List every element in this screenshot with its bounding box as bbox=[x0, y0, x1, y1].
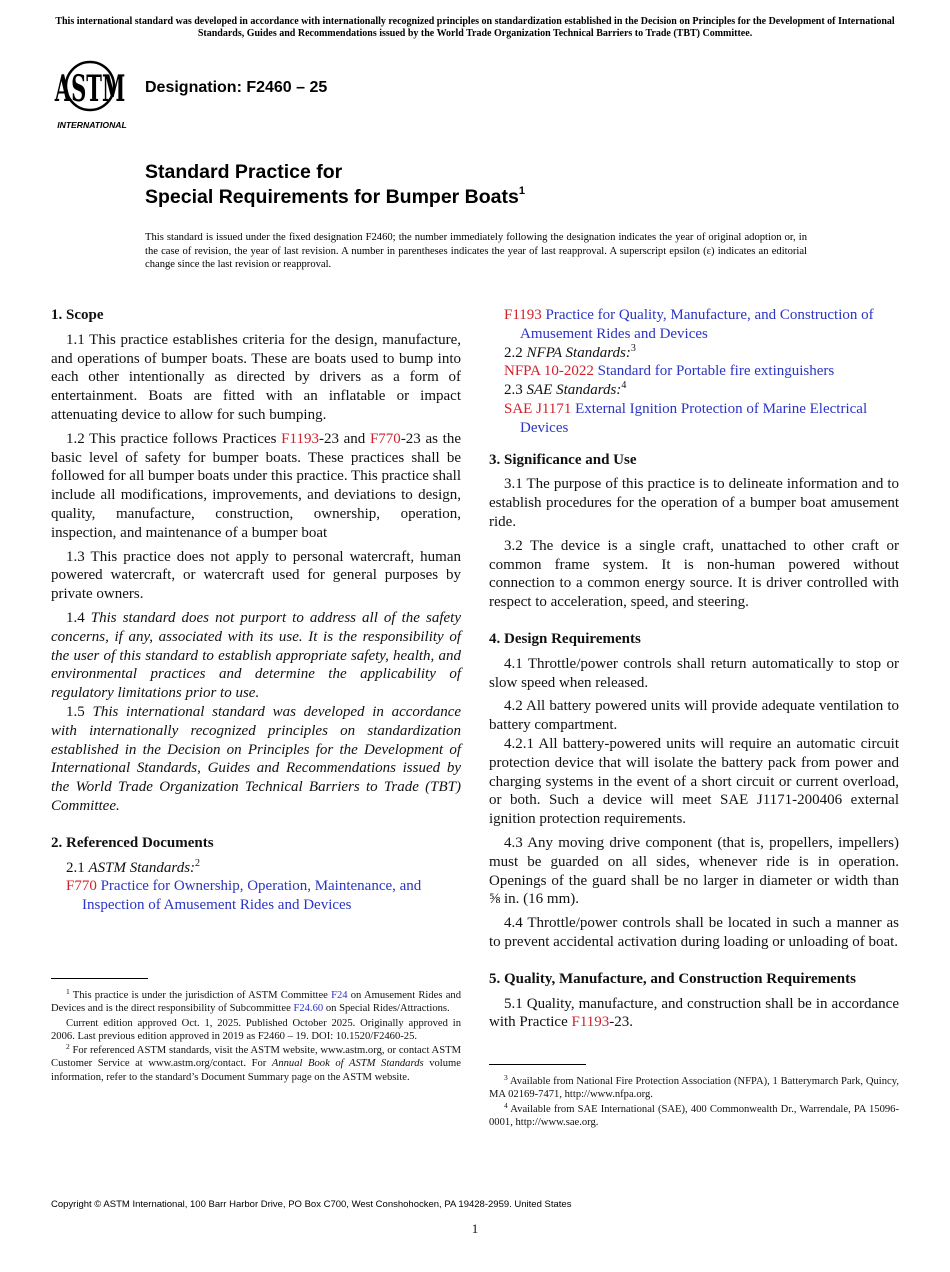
footnote-4-text: Available from SAE International (SAE), 400 Commonwealth Dr., Warrendale, PA 15096-0001, http://www.sae.org. bbox=[489, 1103, 899, 1128]
para-5-1-text-a: 5.1 Quality, manufacture, and construction shall be in accordance with Practice bbox=[489, 995, 899, 1031]
para-2-3-footnote-mark: 4 bbox=[621, 380, 627, 392]
para-1-4 bbox=[51, 609, 461, 703]
para-1-2-text-a: 1.2 This practice follows Practices bbox=[66, 430, 282, 447]
footnote-1-text-c: on Special Rides/Attractions. bbox=[323, 1003, 450, 1015]
ref-f770-title[interactable]: Practice for Ownership, Operation, Maintenance, and Inspection of Amusement Rides and Devices bbox=[82, 878, 422, 914]
footnote-3-mark: 3 bbox=[504, 1073, 508, 1082]
quality-heading: 5. Quality, Manufacture, and Construction Requirements bbox=[489, 970, 856, 987]
design-heading: 4. Design Requirements bbox=[489, 630, 641, 647]
left-column bbox=[51, 306, 461, 915]
para-1-2-text-b: -23 and bbox=[318, 430, 370, 447]
ref-sae-code[interactable]: SAE J1171 bbox=[504, 400, 572, 417]
para-2-3 bbox=[489, 381, 899, 400]
right-column bbox=[489, 306, 899, 1037]
ref-f1193 bbox=[504, 306, 899, 344]
para-2-1-text: ASTM Standards: bbox=[88, 859, 196, 876]
footnote-3-text: Available from National Fire Protection Association (NFPA), 1 Batterymarch Park, Quincy, MA 02169-7471, http://www.nfpa.org. bbox=[489, 1076, 899, 1101]
edition-note: Current edition approved Oct. 1, 2025. Published October 2025. Originally approved in 2006. Last previous edition approved in 2019 as F2460 – 19. DOI: 10.1520/F2460-25. bbox=[51, 1017, 461, 1042]
title-line-2-text: Special Requirements for Bumper Boats bbox=[145, 186, 519, 208]
para-1-2 bbox=[51, 430, 461, 543]
link-f24-60[interactable]: F24.60 bbox=[293, 1003, 324, 1015]
right-footnotes bbox=[489, 1075, 899, 1130]
para-5-1-text-b: -23. bbox=[609, 1014, 634, 1031]
logo-text: ASTM bbox=[54, 67, 126, 111]
ref-f770-code[interactable]: F770 bbox=[66, 878, 97, 895]
ref-sae-title[interactable]: External Ignition Protection of Marine Electrical Devices bbox=[520, 400, 868, 436]
para-4-3: 4.3 Any moving drive component (that is, propellers, impellers) must be guarded on all sides, whenever ride is in operation. Openings of the guard shall be no larger in diameter or width than ⅝ in. (16 mm). bbox=[489, 834, 899, 908]
para-4-4: 4.4 Throttle/power controls shall be located in such a manner as to prevent accidental activation during loading or unloading of boat. bbox=[489, 915, 899, 950]
para-5-1 bbox=[489, 995, 899, 1033]
footnote-1-mark: 1 bbox=[66, 987, 70, 996]
document-title bbox=[145, 160, 845, 210]
para-1-2-text-c: -23 as the basic level of safety for bumper boats. These practices shall be followed for all bumper boats under this practice. This practice shall include all modifications, improvements, and deviations to design, quality, manufacture, construction, ownership, operation, inspection, and maintenance of a bumper boat bbox=[51, 430, 462, 541]
para-2-2 bbox=[489, 344, 899, 363]
ref-f1193-code[interactable]: F1193 bbox=[504, 307, 542, 323]
para-1-4-text: This standard does not purport to address all of the safety concerns, if any, associated with its use. It is the responsibility of the user of this standard to establish appropriate safety, health, and environmental practices and determine the applicability of regulatory limitations prior to use. bbox=[51, 609, 461, 702]
link-f1193[interactable]: F1193 bbox=[281, 430, 319, 447]
para-2-2-number: 2.2 bbox=[504, 344, 527, 361]
referenced-heading: 2. Referenced Documents bbox=[51, 834, 214, 851]
para-2-2-text: NFPA Standards: bbox=[526, 344, 631, 361]
link-f24[interactable]: F24 bbox=[331, 990, 348, 1001]
footnote-4-mark: 4 bbox=[504, 1100, 508, 1110]
ref-f1193-title[interactable]: Practice for Quality, Manufacture, and Construction of Amusement Rides and Devices bbox=[520, 307, 874, 342]
link-f1193-quality[interactable]: F1193 bbox=[571, 1014, 610, 1031]
footnote-1 bbox=[51, 989, 461, 1016]
para-2-1-number: 2.1 bbox=[66, 859, 89, 876]
footnote-1-text-a: This practice is under the jurisdiction of ASTM Committee bbox=[69, 990, 332, 1001]
ref-f770 bbox=[66, 877, 461, 915]
link-f770[interactable]: F770 bbox=[369, 430, 401, 447]
title-footnote-mark: 1 bbox=[518, 185, 525, 197]
issued-note: This standard is issued under the fixed designation F2460; the number immediately following the designation indicates the year of original adoption or, in the case of revision, the year of last revision. A number in parentheses indicates the year of last reapproval. A superscript epsilon (ε) indicates an editorial change since the last revision or reapproval. bbox=[145, 232, 807, 270]
significance-heading: 3. Significance and Use bbox=[489, 451, 637, 468]
scope-heading: 1. Scope bbox=[51, 307, 104, 323]
left-footnotes bbox=[51, 989, 461, 1085]
title-line-2 bbox=[145, 185, 845, 210]
copyright: Copyright © ASTM International, 100 Barr Harbor Drive, PO Box C700, West Conshohocken, PA 19428-2959. United States bbox=[51, 1199, 572, 1210]
page-number: 1 bbox=[471, 1221, 479, 1236]
para-2-3-text: SAE Standards: bbox=[526, 382, 622, 399]
para-2-1-footnote-mark: 2 bbox=[195, 857, 201, 869]
footnote-1-text-b: on Amusement Rides and Devices and is the direct responsibility of Subcommittee bbox=[51, 990, 461, 1015]
footnote-2 bbox=[51, 1044, 461, 1084]
para-2-1 bbox=[51, 859, 461, 878]
top-notice: This international standard was developed in accordance with internationally recognized principles on standardization established in the Decision on Principles for the Development of International Standards, Guides and Recommendations issued by the World Trade Organization Technical Barriers to Trade (TBT) Committee. bbox=[55, 16, 895, 39]
ref-nfpa-title[interactable]: Standard for Portable fire extinguishers bbox=[593, 363, 835, 380]
footnote-2-italic: Annual Book of ASTM Standards bbox=[271, 1058, 424, 1070]
para-1-5-number: 1.5 bbox=[66, 703, 93, 720]
ref-nfpa-code[interactable]: NFPA 10-2022 bbox=[504, 363, 594, 380]
para-3-2: 3.2 The device is a single craft, unattached to other craft or common frame system. It is non-human powered without connection to a common energy source. It is driver controlled with respect to acceleration, speed, and steering. bbox=[489, 537, 899, 611]
para-4-2: 4.2 All battery powered units will provide adequate ventilation to battery compartment. bbox=[489, 698, 899, 734]
para-1-4-number: 1.4 bbox=[66, 609, 91, 626]
para-1-5 bbox=[51, 703, 461, 816]
astm-logo bbox=[52, 56, 136, 132]
logo-subtext: INTERNATIONAL bbox=[57, 120, 127, 130]
footnote-2-text-a: For referenced ASTM standards, visit the ASTM website, www.astm.org, or contact ASTM Customer Service at www.astm.org/contact. For bbox=[51, 1045, 461, 1070]
para-1-3: 1.3 This practice does not apply to personal watercraft, human powered watercraft, or watercraft used for general purposes by private owners. bbox=[51, 548, 461, 603]
footnote-3 bbox=[489, 1075, 899, 1102]
ref-sae bbox=[504, 400, 899, 438]
para-1-1: 1.1 This practice establishes criteria for the design, manufacture, and operations of bumper boats. These are boats used to bump into each other intentionally as directed by drivers as a form of entertainment. Boats are fitted with an inflatable or impact attenuating device to allow for such bumping. bbox=[51, 331, 461, 423]
designation: Designation: F2460 – 25 bbox=[145, 79, 328, 96]
astm-logo-graphic bbox=[52, 56, 136, 132]
footnote-2-text-b: volume information, refer to the standard’s Document Summary page on the ASTM website. bbox=[51, 1058, 461, 1083]
para-2-3-number: 2.3 bbox=[504, 382, 527, 399]
footnote-2-mark: 2 bbox=[66, 1042, 70, 1052]
para-4-2-1: 4.2.1 All battery-powered units will require an automatic circuit protection device that will isolate the battery pack from power and charging systems in the event of a short circuit or current overload, or both. Such a device will meet SAE J1171-200406 external ignition protection requirements. bbox=[489, 735, 899, 828]
left-footnote-rule bbox=[51, 978, 148, 979]
title-line-1: Standard Practice for bbox=[145, 161, 343, 183]
para-4-1: 4.1 Throttle/power controls shall return automatically to stop or slow speed when released. bbox=[489, 655, 899, 691]
para-2-2-footnote-mark: 3 bbox=[630, 342, 636, 354]
ref-nfpa bbox=[504, 362, 899, 381]
para-3-1: 3.1 The purpose of this practice is to delineate information and to establish procedures for the operation of a bumper boat amusement ride. bbox=[489, 476, 899, 530]
right-footnote-rule bbox=[489, 1064, 586, 1065]
para-1-5-text: This international standard was developed in accordance with internationally recognized principles on standardization established in the Decision on Principles for the Development of International Standards, Guides and Recommendations issued by the World Trade Organization Technical Barriers to Trade (TBT) Committee. bbox=[51, 703, 462, 814]
footnote-4 bbox=[489, 1100, 899, 1130]
